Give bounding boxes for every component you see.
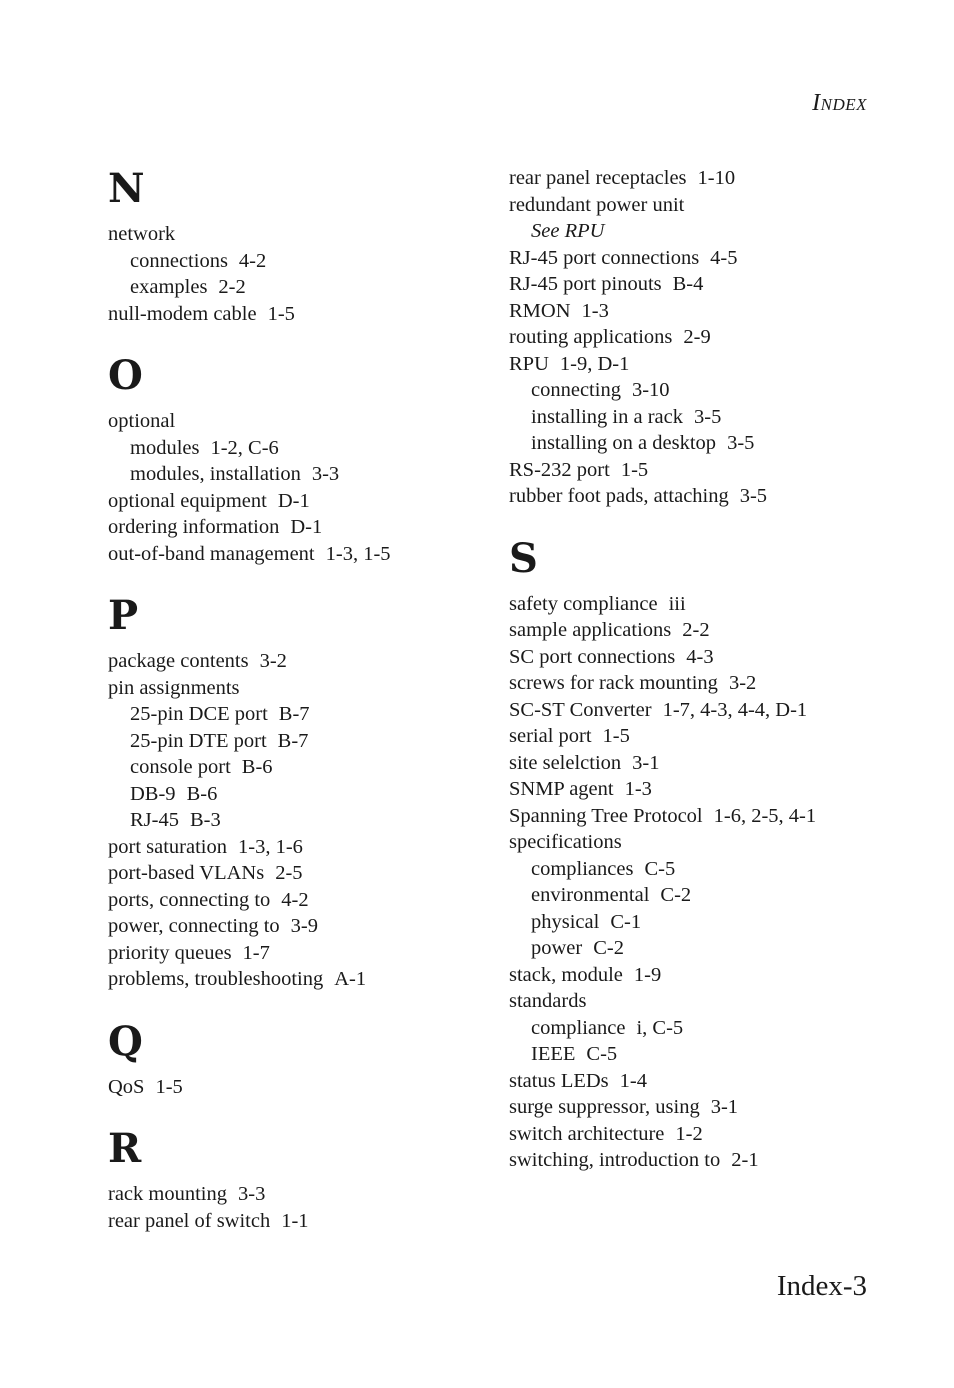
entry-pages: 1-5	[602, 725, 630, 747]
index-entry	[509, 271, 909, 298]
entry-pages: 2-9	[683, 326, 711, 348]
entry-term: priority queues	[108, 941, 232, 964]
subentry-pages: 3-5	[694, 405, 722, 428]
entry-pages: 1-7, 4-3, 4-4, D-1	[662, 698, 808, 721]
entry-pages: 3-2	[728, 672, 757, 694]
entry-pages: 1-5	[267, 302, 295, 325]
entry-pages: 1-10	[697, 167, 736, 189]
entry-pages: iii	[668, 592, 686, 615]
entry-term: rubber foot pads, attaching	[509, 485, 729, 507]
subentry-pages: B-6	[186, 782, 218, 805]
entry-pages: B-4	[672, 273, 704, 295]
index-section	[108, 592, 508, 993]
index-section	[509, 535, 909, 1174]
index-entry	[108, 1208, 508, 1235]
index-entry	[108, 541, 508, 568]
index-section	[509, 165, 909, 510]
subentry-pages: B-7	[278, 703, 310, 725]
index-column-right	[509, 165, 909, 1199]
index-entry	[509, 803, 909, 830]
index-subentry	[108, 248, 508, 275]
index-entry	[509, 988, 909, 1015]
index-entry	[108, 408, 508, 435]
entry-pages: 4-2	[281, 888, 309, 911]
entry-pages: 3-3	[238, 1183, 266, 1205]
index-entry	[509, 591, 909, 618]
subentry-pages: B-6	[241, 756, 273, 778]
subentry-term: installing on a desktop	[531, 432, 717, 454]
entry-term: serial port	[509, 725, 592, 747]
running-head-cap: I	[812, 90, 821, 116]
subentry-term: installing in a rack	[531, 405, 683, 428]
index-entry	[108, 860, 508, 887]
entry-term: ordering information	[108, 516, 280, 538]
index-subentry	[509, 856, 909, 883]
index-subentry	[108, 435, 508, 462]
index-entry	[509, 483, 909, 510]
subentry-term: compliance	[531, 1016, 626, 1039]
entry-pages: 1-7	[242, 941, 270, 964]
entry-pages: 4-5	[710, 246, 738, 269]
section-letter: N	[108, 165, 145, 212]
entry-term: null-modem cable	[108, 302, 257, 325]
index-entry	[108, 301, 508, 328]
section-letter: S	[509, 534, 538, 582]
entry-term: RPU	[509, 352, 549, 375]
entry-term: RJ-45 port pinouts	[509, 273, 662, 295]
index-entry	[509, 750, 909, 777]
subentry-pages: 3-10	[631, 379, 670, 401]
index-entry	[108, 488, 508, 515]
index-section	[108, 352, 508, 567]
entry-term: switching, introduction to	[509, 1149, 721, 1171]
subentry-term: See RPU	[531, 220, 605, 242]
entry-pages: 3-9	[290, 915, 318, 937]
index-entry	[509, 351, 909, 378]
index-entry	[509, 324, 909, 351]
subentry-term: compliances	[531, 857, 634, 880]
subentry-pages: 3-5	[727, 432, 755, 454]
entry-term: port-based VLANs	[108, 862, 265, 884]
entry-term: standards	[509, 990, 587, 1012]
index-subentry	[108, 701, 508, 728]
subentry-term: 25-pin DTE port	[130, 729, 267, 752]
index-section	[108, 1018, 508, 1101]
entry-term: optional	[108, 410, 176, 432]
subentry-term: modules, installation	[130, 463, 301, 485]
index-entry	[509, 1068, 909, 1095]
entry-pages: 3-2	[259, 650, 287, 672]
index-subentry	[509, 404, 909, 431]
entry-pages: 2-2	[682, 619, 710, 641]
subentry-term: IEEE	[531, 1043, 576, 1065]
index-entry	[509, 670, 909, 697]
entry-term: Spanning Tree Protocol	[509, 804, 703, 827]
entry-pages: 3-1	[710, 1096, 739, 1118]
entry-term: switch architecture	[509, 1122, 665, 1145]
index-subentry	[108, 728, 508, 755]
entry-term: sample applications	[509, 619, 672, 641]
running-head-rest: NDEX	[820, 95, 867, 114]
entry-pages: 1-3, 1-5	[325, 542, 391, 565]
section-letter: O	[108, 352, 143, 399]
entry-term: rear panel of switch	[108, 1209, 271, 1232]
index-entry	[509, 723, 909, 750]
subentry-pages: 3-3	[311, 463, 340, 485]
index-entry	[509, 165, 909, 192]
see-reference	[509, 218, 909, 245]
index-subentry	[108, 461, 508, 488]
index-entry	[108, 834, 508, 861]
page-number: Index-3	[776, 1270, 867, 1302]
subentry-pages: 1-2, C-6	[210, 436, 279, 459]
index-subentry	[108, 781, 508, 808]
entry-pages: 1-6, 2-5, 4-1	[713, 804, 817, 827]
entry-term: rack mounting	[108, 1183, 227, 1205]
index-section	[108, 1125, 508, 1234]
entry-pages: 1-5	[155, 1075, 183, 1098]
entry-pages: 1-3	[581, 299, 609, 322]
entry-term: site selelction	[509, 751, 622, 774]
entry-term: screws for rack mounting	[509, 672, 718, 694]
entry-term: ports, connecting to	[108, 888, 271, 911]
subentry-pages: i, C-5	[636, 1016, 684, 1039]
index-entry	[509, 192, 909, 219]
subentry-term: 25-pin DCE port	[130, 703, 268, 725]
index-entry	[108, 221, 508, 248]
subentry-term: modules	[130, 436, 200, 459]
index-entry	[108, 514, 508, 541]
entry-pages: 1-9	[633, 963, 662, 986]
entry-term: surge suppressor, using	[509, 1096, 700, 1118]
entry-pages: 2-5	[275, 862, 303, 884]
subentry-term: power	[531, 937, 583, 959]
entry-term: routing applications	[509, 326, 673, 348]
entry-pages: D-1	[277, 489, 310, 512]
subentry-pages: C-2	[593, 937, 624, 959]
index-entry	[509, 245, 909, 272]
entry-term: RS-232 port	[509, 458, 610, 481]
entry-pages: 2-1	[731, 1149, 759, 1171]
subentry-term: connecting	[531, 379, 621, 401]
entry-term: package contents	[108, 650, 249, 672]
index-entry	[108, 913, 508, 940]
entry-term: SC-ST Converter	[509, 698, 652, 721]
index-entry	[509, 457, 909, 484]
entry-term: status LEDs	[509, 1069, 609, 1092]
index-subentry	[108, 754, 508, 781]
subentry-term: console port	[130, 756, 231, 778]
entry-pages: A-1	[334, 968, 367, 990]
subentry-term: examples	[130, 276, 208, 298]
section-letter: Q	[108, 1017, 143, 1065]
index-entry	[108, 648, 508, 675]
index-entry	[509, 617, 909, 644]
subentry-term: connections	[130, 249, 228, 272]
entry-term: rear panel receptacles	[509, 167, 687, 189]
subentry-pages: 2-2	[218, 276, 246, 298]
entry-pages: 4-3	[686, 645, 714, 668]
section-letter: R	[108, 1125, 142, 1172]
subentry-pages: B-3	[189, 809, 221, 831]
index-entry	[108, 940, 508, 967]
subentry-pages: C-2	[660, 884, 692, 906]
entry-pages: D-1	[290, 516, 323, 538]
subentry-pages: C-5	[586, 1043, 618, 1065]
entry-pages: 1-9, D-1	[559, 352, 630, 375]
entry-term: stack, module	[509, 963, 623, 986]
entry-term: redundant power unit	[509, 193, 685, 216]
entry-term: specifications	[509, 831, 622, 853]
index-subentry	[509, 1041, 909, 1068]
subentry-pages: B-7	[277, 729, 309, 752]
index-entry	[108, 966, 508, 993]
index-subentry	[509, 1015, 909, 1042]
entry-term: RJ-45 port connections	[509, 246, 700, 269]
entry-pages: 1-4	[619, 1069, 647, 1092]
entry-pages: 1-3, 1-6	[238, 835, 303, 858]
entry-term: RMON	[509, 299, 571, 322]
index-entry	[509, 829, 909, 856]
index-entry	[509, 776, 909, 803]
subentry-term: RJ-45	[130, 809, 179, 831]
entry-term: optional equipment	[108, 489, 267, 512]
section-letter: P	[108, 592, 139, 639]
entry-term: problems, troubleshooting	[108, 968, 324, 990]
subentry-term: DB-9	[130, 782, 176, 805]
entry-term: network	[108, 223, 176, 245]
index-subentry	[509, 377, 909, 404]
index-entry	[108, 1074, 508, 1101]
entry-term: SNMP agent	[509, 778, 614, 800]
entry-pages: 3-5	[739, 485, 768, 507]
index-entry	[108, 1181, 508, 1208]
subentry-term: physical	[531, 910, 600, 933]
entry-pages: 1-2	[675, 1122, 703, 1145]
index-entry	[509, 298, 909, 325]
entry-term: pin assignments	[108, 676, 240, 699]
subentry-pages: 4-2	[238, 249, 267, 272]
subentry-term: environmental	[531, 884, 650, 906]
entry-term: power, connecting to	[108, 915, 280, 937]
index-subentry	[509, 935, 909, 962]
entry-term: QoS	[108, 1075, 145, 1098]
index-entry	[108, 887, 508, 914]
index-subentry	[509, 430, 909, 457]
index-entry	[509, 1121, 909, 1148]
index-entry	[509, 1094, 909, 1121]
index-section	[108, 165, 508, 327]
entry-term: port saturation	[108, 835, 227, 858]
entry-term: out-of-band management	[108, 542, 315, 565]
running-head	[812, 90, 867, 117]
index-entry	[509, 962, 909, 989]
index-column-left	[108, 165, 508, 1259]
index-entry	[108, 675, 508, 702]
entry-term: SC port connections	[509, 645, 676, 668]
entry-term: safety compliance	[509, 592, 658, 615]
index-entry	[509, 697, 909, 724]
index-subentry	[108, 274, 508, 301]
index-subentry	[509, 909, 909, 936]
entry-pages: 3-1	[632, 751, 660, 774]
index-entry	[509, 644, 909, 671]
subentry-pages: C-1	[610, 910, 642, 933]
index-entry	[509, 1147, 909, 1174]
entry-pages: 1-1	[281, 1209, 309, 1232]
entry-pages: 1-5	[620, 458, 649, 481]
index-subentry	[108, 807, 508, 834]
subentry-pages: C-5	[644, 857, 676, 880]
index-subentry	[509, 882, 909, 909]
entry-pages: 1-3	[624, 778, 652, 800]
